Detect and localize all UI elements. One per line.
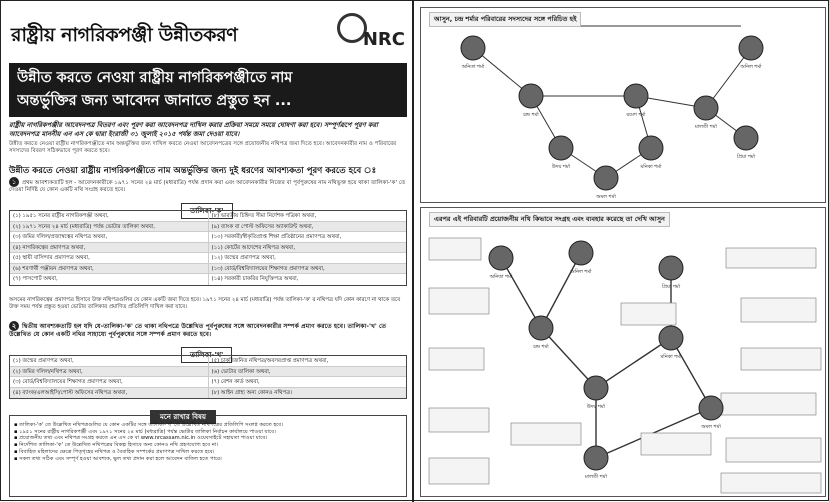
table-cell: (৪) নাগরিকত্বের প্রমাণপত্র অথবা, <box>10 243 209 253</box>
section-1-text: উন্নীত করতে নেওয়া রাষ্ট্রীয় নাগরিকপঞ্জীতে নাম অন্তর্ভুক্তির জন্য দুই ধরণের আবশ্যকতা পূরণ করতে হবে ঃ <box>9 166 377 176</box>
person-photo-icon <box>659 326 683 350</box>
document-box <box>641 433 711 455</box>
family-diagram <box>420 7 826 203</box>
table-row <box>10 222 406 233</box>
person-name: প্রিয়া শর্মা <box>661 284 681 290</box>
section-1-title <box>9 164 407 178</box>
number-1-icon: ১ <box>9 177 19 187</box>
document-diagram-title: এরপর এই পরিবারটি প্রয়োজনীয় নথি কিভাবে সংগ্রহ এবং ব্যবহার করেছে তা দেখি আসুন <box>429 212 670 227</box>
person-photo-icon <box>594 166 618 190</box>
person-photo-icon <box>529 316 553 340</box>
banner-line-2: অন্তর্ভুক্তির জন্য আবেদন জানাতে প্রস্তুত হন ... <box>17 93 292 109</box>
person-node <box>489 246 513 280</box>
table-row <box>10 377 406 388</box>
section-1-body-text: প্রথম আবশ্যকতাটি হল - আবেদনকারীকে ১৯৭১ সনের ২৪ মার্চ (মধ্যরাত্রি) পর্যন্ত প্রদান করা এবং আবেদনকারীর নিজের বা পূর্বপুরুষের নাম নথিভুক্ত হয়ে থাকা তালিকা-'ক' তে দেওয়া নির্দিষ্ট যে কোন একটি নথি সংগ্রহ করতে হবে। <box>9 180 406 193</box>
list-a-table <box>9 210 407 286</box>
document-box <box>429 238 481 260</box>
person-node <box>699 396 723 430</box>
person-name: মনিকা শর্মা <box>660 354 682 360</box>
person-node <box>549 136 573 170</box>
person-name: উদয় শর্মা <box>551 164 571 170</box>
person-name: মালতী শর্মা <box>695 124 717 130</box>
person-node <box>694 96 718 130</box>
table-cell: (৬) শরণার্থী পঞ্জীয়ন প্রমাণপত্র অথবা, <box>10 264 209 274</box>
remember-item: ▪ সকল তথ্য সঠিক এবং সম্পূর্ণ হওয়া আবশ্যক, ভুল তথ্য প্রদান করা হলে আবেদন বাতিল হতে পারে। <box>14 456 402 463</box>
document-box <box>429 348 484 370</box>
person-node <box>519 84 543 118</box>
document-box <box>726 248 816 268</box>
remember-item: ▪ প্রয়োজনীয় তথ্য এবং নথিপত্র সংগ্রহ করতে এন এস কে বা www.nrcassam.nic.in ওয়েবসাইটে সহায়তা পাওয়া যাবে। <box>14 435 402 442</box>
person-name: মনিকা শর্মা <box>640 164 662 170</box>
table-cell: (৮) আইন গ্রাহ্য অন্য কোনও নথিপত্র। <box>211 389 293 396</box>
person-photo-icon <box>489 246 513 270</box>
table-cell: (৫) স্থায়ী বাসিন্দার প্রমাণপত্র অথবা, <box>10 253 209 263</box>
person-node <box>584 376 608 410</box>
intro-bold: রাষ্ট্রীয় নাগরিকপঞ্জীর আবেদনপত্র বিতরণ এবং পূরণ করা আবেদনপত্র দাখিল করার প্রক্রিয়া সময়ে সময়ে ঘোষণা করা হবে। সম্পূর্ণরূপে পূরণ করা আবেদনপত্র মাননীয় এন এস কে দ্বারা ইংরাজী ৩১ জুলাই ২০১৫ পর্যন্ত জমা দেওয়া যাবে। <box>9 121 378 138</box>
table-row <box>10 243 406 254</box>
nrc-logo <box>335 11 405 57</box>
person-name: চন্দ্র শর্মা <box>533 344 549 350</box>
person-node <box>659 256 683 290</box>
document-box <box>721 473 821 493</box>
flow-line <box>596 338 671 388</box>
table-cell: (৬) ভোটার তালিকা অথবা, <box>211 368 271 375</box>
section-2 <box>9 321 407 339</box>
person-photo-icon <box>699 396 723 420</box>
person-name: অমল শর্মা <box>596 194 616 200</box>
person-photo-icon <box>694 96 718 120</box>
document-box <box>726 438 821 462</box>
remember-item: ▪ ১৯৫১ সনের রাষ্ট্রীয় নাগরিকপঞ্জী এবং ১৯৭১ সনের ২৪ মার্চ (মধ্যরাত্রি) পর্যন্ত ভোটার তালিকা নির্বাচন কার্যালয়ে পাওয়া যাবে। <box>14 429 402 436</box>
table-cell: (২) ১৯৭১ সনের ২৪ মার্চ (মধ্যরাত্রি) পর্যন্ত ভোটার তালিকা অথবা, <box>10 222 209 232</box>
person-name: চন্দ্র শর্মা <box>523 112 539 118</box>
person-name: প্রিয়া শর্মা <box>736 154 756 160</box>
remember-item: ▪ নির্দেশিত তালিকা-'ক' তে উল্লেখিত নথিপত্রের বিকল্প হিসাবে অন্য কোনও নথি গ্রহণযোগ্য হবে না। <box>14 442 402 449</box>
person-node <box>624 84 648 118</box>
list-b-label: তালিকা-'খ' <box>181 347 232 363</box>
person-node <box>584 446 608 480</box>
person-photo-icon <box>519 84 543 108</box>
document-box <box>741 348 821 370</box>
remember-list <box>14 422 402 462</box>
table-cell: (১১) কোর্টের আদেশের নথিপত্র অথবা, <box>211 244 296 251</box>
person-node <box>659 326 683 360</box>
table-row <box>10 274 406 285</box>
person-name: অনিল শর্মা <box>570 269 592 275</box>
person-photo-icon <box>639 136 663 160</box>
person-name: অনিল শর্মা <box>740 64 762 70</box>
person-name: মালতী শর্মা <box>585 474 607 480</box>
remember-item: ▪ তালিকা-'ক' তে উল্লেখিত নথিপত্রগুলির যে কোন একটির সঙ্গে তালিকা-'খ' তে উল্লেখিত নথিপত্রের প্রতিলিপি সংলগ্ন করতে হবে। <box>14 422 402 429</box>
person-photo-icon <box>549 136 573 160</box>
intro-text: উন্নীত করতে নেওয়া রাষ্ট্রীয় নাগরিকপঞ্জীতে নাম অন্তর্ভুক্তির জন্য দাখিল করতে নেওয়া আবেদনপত্রের সঙ্গে প্রয়োজনীয় নথিপত্র জমা দিতে হবে। আবেদনকারীর নাম ও পরিবারের সদস্যদের বিবরণ সঠিকভাবে পূরণ করতে হবে। <box>9 141 397 154</box>
list-a-label: তালিকা-'ক' <box>181 203 233 219</box>
document-box <box>429 458 489 484</box>
person-name: অনিতা শর্মা <box>461 64 485 70</box>
document-box <box>621 303 676 325</box>
table-cell: (২) জমির দলিল/নথিপত্র অথবা, <box>10 367 209 377</box>
person-photo-icon <box>734 126 758 150</box>
table-cell: (৪) ব্যাংক/এলআইসি/পোস্ট অফিসের নথিপত্র অথবা, <box>10 388 209 399</box>
person-node <box>594 166 618 200</box>
table-cell: (৭) রেশন কার্ড অথবা, <box>211 379 260 385</box>
table-cell: (৭) পাসপোর্ট অথবা, <box>10 274 209 285</box>
document-box <box>721 393 816 415</box>
table-cell: (১২) জন্মের প্রমাণপত্র অথবা, <box>211 255 276 261</box>
right-panel <box>416 1 829 502</box>
person-node <box>639 136 663 170</box>
table-cell: (১৩) বোর্ড/বিশ্ববিদ্যালয়ের শিক্ষাগত প্রমাণপত্র অথবা, <box>211 265 325 272</box>
section-1-body <box>9 177 407 194</box>
person-photo-icon <box>584 376 608 400</box>
family-diagram-title: আসুন, চন্দ্র শর্মার পরিবারের সদস্যদের সঙ্গে পরিচিত হই <box>429 12 581 27</box>
person-photo-icon <box>739 36 763 60</box>
number-2-icon: ২ <box>9 321 19 331</box>
note-1: অসমের নাগরিকত্বের প্রমাণপত্র হিসাবে উক্ত নথিপত্রগুলির যে কোন একটি জমা দিতে হবে। ১৯৭১ সনের ২৪ মার্চ (মধ্যরাত্রি) পর্যন্ত তালিকা-'ক' র নথিপত্র যদি কোন কারণে না থাকে তবে উক্ত সময় পর্যন্ত প্রস্তুত হওয়া ভোটার তালিকার প্রমাণিত প্রতিলিপি দাখিল করা যাবে। <box>9 297 401 310</box>
remember-item: ▪ বিবাহিত মহিলাদের ক্ষেত্রে পিতৃগৃহের নথিপত্র ও বৈবাহিক সম্পর্কের প্রমাণপত্র দাখিল করতে হবে। <box>14 449 402 456</box>
person-node <box>461 36 485 70</box>
banner <box>9 63 407 117</box>
document-box <box>741 298 816 322</box>
person-name: উদয় শর্মা <box>586 404 606 410</box>
table-cell: (৫) চাকরিজনিত নথিপত্র/অবসরপ্রাপ্ত প্রমাণপত্র অথবা, <box>211 358 329 364</box>
table-row <box>10 367 406 378</box>
table-row <box>10 253 406 264</box>
table-cell: (৩) বোর্ড/বিশ্ববিদ্যালয়ের শিক্ষাগত প্রমাণপত্র অথবা, <box>10 377 209 387</box>
family-tree-svg <box>421 8 827 204</box>
table-cell: (১) ১৯৫১ সনের রাষ্ট্রীয় নাগরিকপঞ্জী অথবা, <box>10 211 209 221</box>
document-diagram <box>420 207 826 497</box>
table-row <box>10 356 406 367</box>
remember-title: মনে রাখার বিষয় <box>150 410 216 424</box>
document-box <box>429 408 489 432</box>
person-name: রমেশ শর্মা <box>626 112 646 118</box>
table-row <box>10 211 406 222</box>
table-cell: (১৪) সরকারী চাকরির নিযুক্তিপত্র অথবা, <box>211 276 299 282</box>
person-node <box>739 36 763 70</box>
table-cell: (৩) জমির দলিল/প্রজাস্বত্বের নথিপত্র অথবা, <box>10 232 209 242</box>
table-row <box>10 388 406 399</box>
left-panel <box>1 1 414 502</box>
person-photo-icon <box>584 446 608 470</box>
header-title: রাষ্ট্রীয় নাগরিকপঞ্জী উন্নীতকরণ <box>11 24 238 46</box>
table-cell: (১০) সরকারী/স্বীকৃতিপ্রাপ্ত শিক্ষা প্রতিষ্ঠানের প্রমাণপত্র অথবা, <box>211 234 342 240</box>
list-b-table <box>9 355 407 399</box>
person-name: অনিতা শর্মা <box>489 274 513 280</box>
header <box>9 9 407 59</box>
table-cell: (৯) ব্যাংক বা পোস্ট অফিসের অ্যাকাউন্ট অথবা, <box>211 223 314 230</box>
logo-text: NRC <box>362 29 405 50</box>
document-flow-svg <box>421 208 827 498</box>
banner-line-1: উন্নীত করতে নেওয়া রাষ্ট্রীয় নাগরিকপঞ্জীতে নাম <box>17 70 293 86</box>
person-name: অমল শর্মা <box>701 424 721 430</box>
person-photo-icon <box>569 241 593 265</box>
document-box <box>511 423 581 445</box>
section-2-text: দ্বিতীয় আবশ্যকতাটি হল যদি যে-তালিকা-'ক' তে থাকা নথিপত্রে উল্লেখিত পূর্বপুরুষের সঙ্গে আবেদনকারীর সম্পর্ক প্রমাণ করতে হবে। তালিকা-'খ' তে উল্লেখিত যে কোন একটি নথির সাহায্যে পূর্বপুরুষের সঙ্গে সম্পর্ক প্রমাণ করতে হবে। <box>9 323 387 338</box>
person-photo-icon <box>461 36 485 60</box>
remember-box <box>9 415 407 497</box>
person-node <box>529 316 553 350</box>
person-node <box>569 241 593 275</box>
table-row <box>10 264 406 275</box>
table-row <box>10 232 406 243</box>
flow-line <box>541 253 581 328</box>
person-node <box>734 126 758 160</box>
document-box <box>429 288 489 314</box>
person-photo-icon <box>624 84 648 108</box>
person-photo-icon <box>659 256 683 280</box>
table-cell: (১) জন্মের প্রমাণপত্র অথবা, <box>10 356 209 366</box>
table-cell: (৮) ভারতীয় চিহ্নিত সীমা নির্দেশক পত্রিকা অথবা, <box>211 213 317 219</box>
